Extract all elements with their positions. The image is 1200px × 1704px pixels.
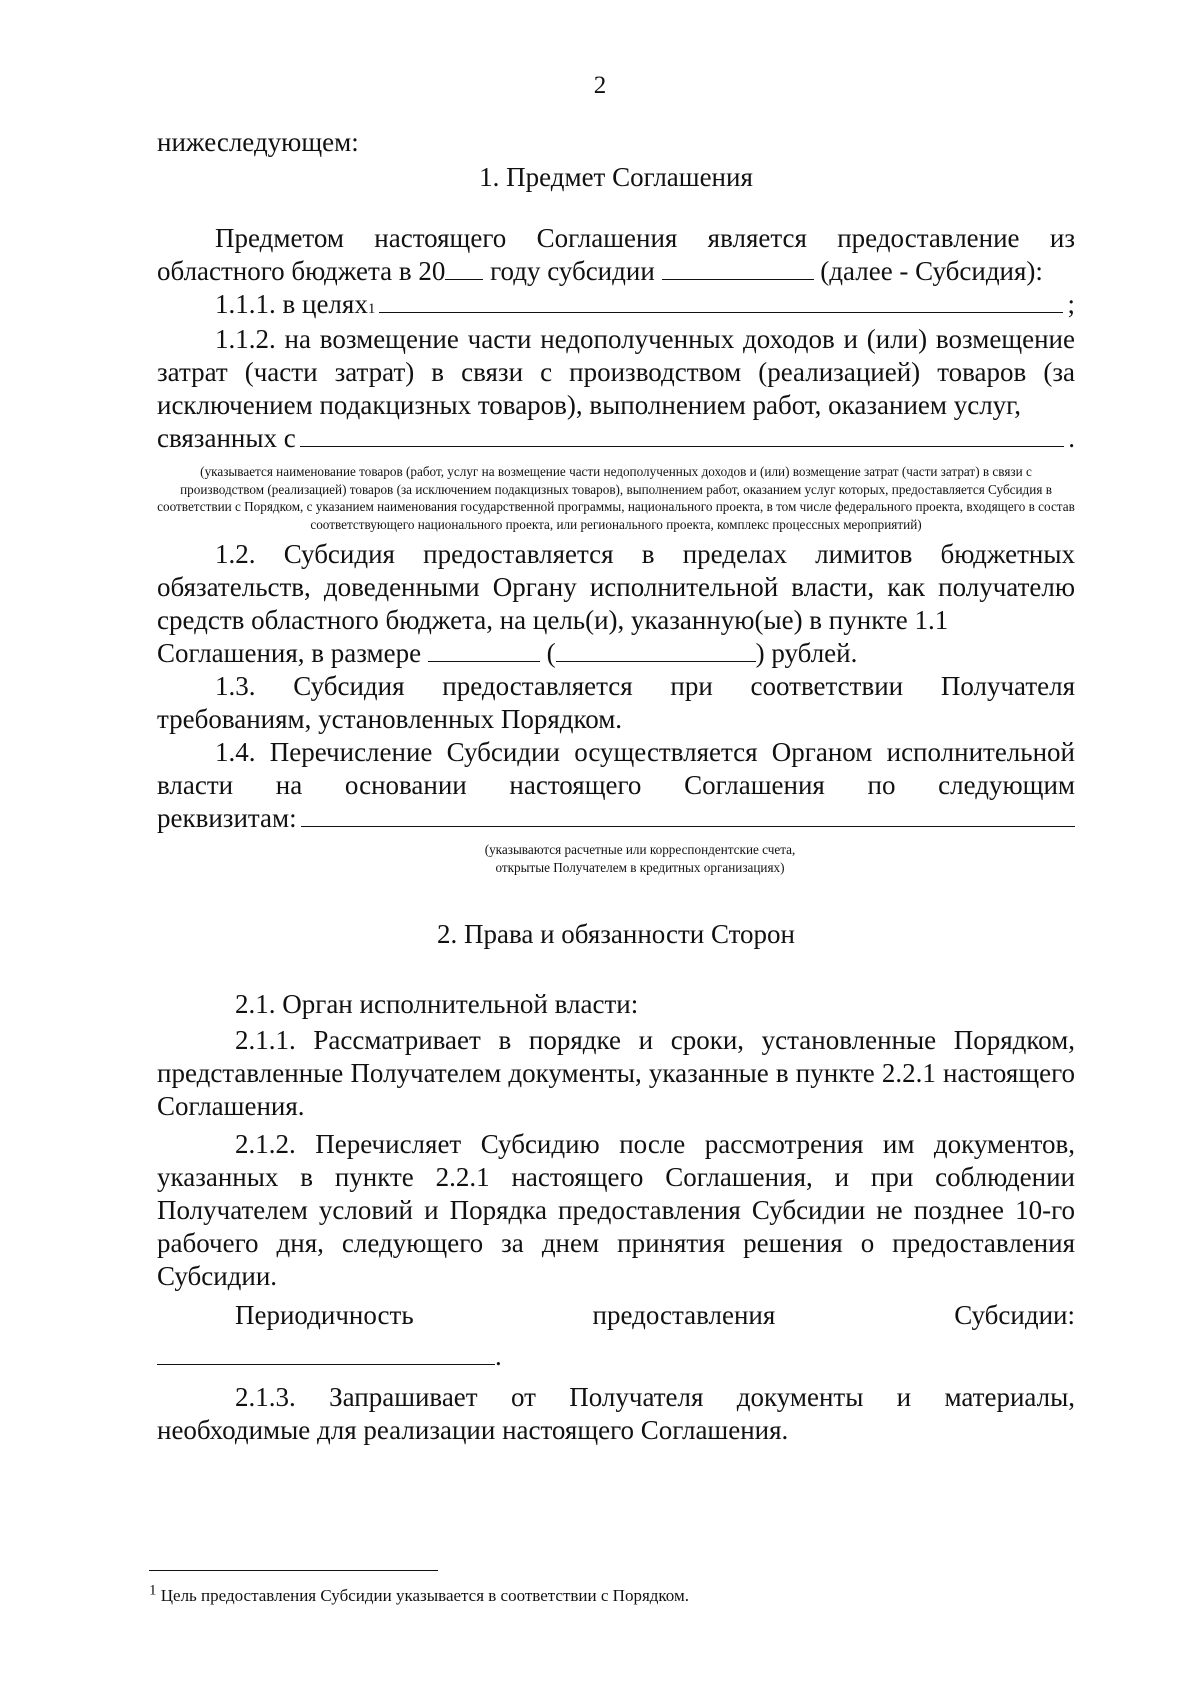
paragraph-1-4: 1.4. Перечисление Субсидии осуществляется Органом исполнительной власти на основании настоящего Соглашения по следующим [157, 737, 1075, 800]
footnote-text: Цель предоставления Субсидии указывается в соответствии с Порядком. [160, 1586, 689, 1605]
p112-end: . [1068, 423, 1075, 453]
note-goods: (указывается наименование товаров (работ, услуг на возмещение части недополученных доходов и (или) возмещение затрат (части затрат) в связи с производством (реализацией) товаров (за исключением подакцизных товаров), выполнением работ, оказанием услуг которых, предоставляется Субсидия в соответствии с Порядком, с указанием наименования государственной программы, национального проекта, в том числе федерального проекта, входящего в состав соответствующего национального проекта, или регионального проекта, комплекс процессных мероприятий) [157, 464, 1075, 532]
paragraph-2-1-2: 2.1.2. Перечисляет Субсидию после рассмотрения им документов, указанных в пункте 2.2.1 настоящего Соглашения, и при соблюдении Получателем условий и Порядка предоставления Субсидии не позднее 10-го рабочего дня, следующего за днем принятия решения о предоставления Субсидии. [157, 1129, 1075, 1291]
p14-tail: реквизитам: [157, 803, 297, 833]
p12-open-paren: ( [546, 638, 556, 668]
paragraph-1-1-2: 1.1.2. на возмещение части недополученных доходов и (или) возмещение затрат (части затрат) в связи с производством (реализацией) товаров (за исключением подакцизных товаров), выполнением работ, оказанием услуг, [157, 324, 1075, 420]
paragraph-1-4-tail [157, 802, 1075, 835]
periodicity-end: . [495, 1341, 502, 1371]
page-number: 2 [593, 72, 607, 99]
amount-words-blank [556, 637, 756, 662]
paragraph-1-3: 1.3. Субсидия предоставляется при соответствии Получателя требованиям, установленных Порядком. [157, 671, 1075, 734]
paragraph-2-1-3: 2.1.3. Запрашивает от Получателя документы и материалы, необходимые для реализации настоящего Соглашения. [157, 1382, 1075, 1445]
p12-text-d: ) рублей. [755, 638, 858, 668]
p12-text-b: Соглашения, в размере [157, 638, 422, 668]
paragraph-2-1: 2.1. Орган исполнительной власти: [235, 989, 639, 1019]
p112-tail: связанных с [157, 423, 296, 453]
amount-digits-blank [428, 637, 540, 662]
paragraph-1-1 [157, 222, 1075, 288]
paragraph-2-1-1: 2.1.1. Рассматривает в порядке и сроки, установленные Порядком, представленные Получателем документы, указанные в пункте 2.2.1 настоящего Соглашения. [157, 1025, 1075, 1121]
goods-blank [300, 424, 1065, 447]
paragraph-1-1-1: 1.1.1. в целях 1 ; [215, 289, 1075, 319]
subsidy-blank [662, 255, 814, 280]
paragraph-1-2: 1.2. Субсидия предоставляется в пределах лимитов бюджетных обязательств, доведенными Органу исполнительной власти, как получателю средств областного бюджета, на цель(и), указанную(ые) в пункте 1.1 [157, 539, 1075, 635]
requisites-blank [301, 804, 1075, 827]
note-accounts-line-1: (указываются расчетные или корреспондентские счета, [484, 842, 796, 857]
section-2-heading: 2. Права и обязанности Сторон [436, 919, 796, 949]
paragraph-1-1-2-tail [157, 422, 1075, 455]
intro-tail: нижеследующем: [157, 127, 359, 157]
p111-end: ; [1067, 289, 1075, 319]
p1-text-b: году субсидии [490, 256, 655, 286]
footnote-separator [149, 1570, 438, 1571]
note-accounts [157, 841, 1075, 876]
year-blank [445, 255, 483, 280]
footnote-mark: 1 [149, 1582, 157, 1599]
section-1-heading: 1. Предмет Соглашения [479, 162, 753, 192]
document-body [157, 126, 1075, 1447]
periodicity-line: Периодичность предоставления Субсидии: [235, 1300, 1075, 1330]
p1-text-c: (далее - Субсидия): [820, 256, 1043, 286]
paragraph-1-2-tail [157, 637, 1075, 670]
periodicity-blank [157, 1340, 495, 1365]
footnote [149, 1582, 689, 1607]
purpose-blank [379, 290, 1063, 313]
p1-text-a: Предметом настоящего Соглашения является предоставление из областного бюджета в 20 [157, 223, 1075, 286]
periodicity-blank-line [157, 1340, 1075, 1373]
p111-label: 1.1.1. в целях [215, 289, 368, 319]
note-accounts-line-2: открытые Получателем в кредитных организациях) [495, 859, 785, 875]
